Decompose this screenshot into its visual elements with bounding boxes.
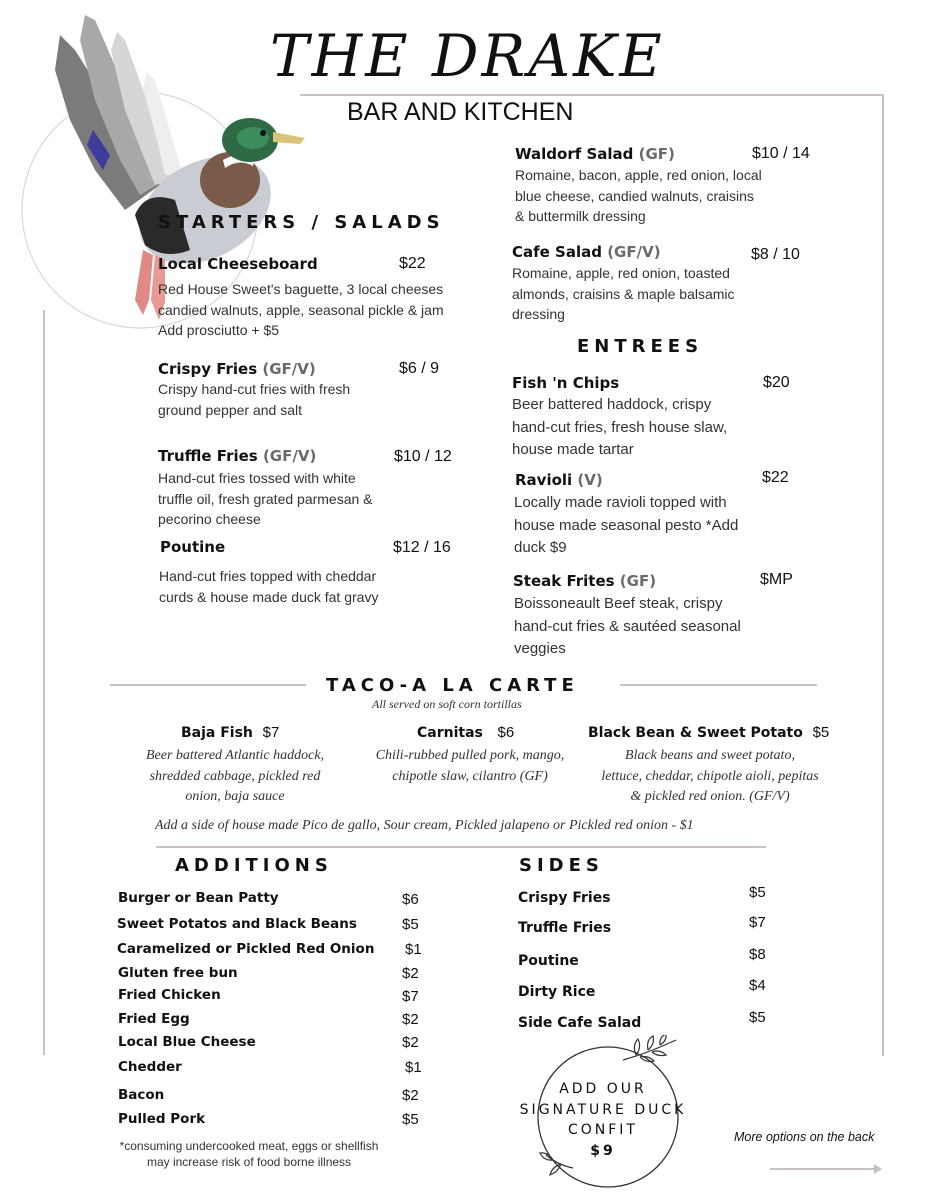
additions-heading: ADDITIONS bbox=[175, 855, 333, 876]
side-item-name: Crispy Fries bbox=[518, 890, 611, 906]
addition-item-price: $1 bbox=[405, 1059, 422, 1076]
side-item-price: $8 bbox=[749, 946, 766, 963]
taco-item-name: Carnitas $6 bbox=[417, 724, 515, 741]
menu-item-price: $22 bbox=[762, 469, 789, 486]
menu-item-price: $22 bbox=[399, 255, 426, 272]
addition-item-price: $2 bbox=[402, 965, 419, 982]
addition-item-price: $5 bbox=[402, 916, 419, 933]
menu-item-name: Fish 'n Chips bbox=[512, 374, 620, 392]
taco-subheading: All served on soft corn tortillas bbox=[372, 697, 522, 711]
addition-item-price: $5 bbox=[402, 1111, 419, 1128]
taco-item-description: Beer battered Atlantic haddock, shredded cabbage, pickled red onion, baja sauce bbox=[145, 748, 325, 804]
frame-right-line bbox=[882, 94, 884, 1056]
taco-divider-left bbox=[110, 684, 306, 686]
side-item-price: $4 bbox=[749, 977, 766, 994]
menu-item-name: Truffle Fries (GF/V) bbox=[158, 447, 317, 465]
starters-heading: STARTERS / SALADS bbox=[158, 212, 445, 233]
addition-item-price: $7 bbox=[402, 988, 419, 1005]
menu-item-name: Cafe Salad (GF/V) bbox=[512, 243, 661, 261]
arrow-right-icon[interactable] bbox=[770, 1162, 882, 1176]
menu-item-price: $10 / 14 bbox=[752, 145, 810, 162]
menu-item-description: Romaine, apple, red onion, toasted almonds, craisins & maple balsamic dressing bbox=[512, 265, 735, 322]
taco-side-note: Add a side of house made Pico de gallo, Sour cream, Pickled jalapeno or Pickled red onion - $1 bbox=[155, 818, 694, 833]
taco-divider-right bbox=[620, 684, 817, 686]
confit-badge-text: ADD OUR SIGNATURE DUCK CONFIT $9 bbox=[519, 1081, 687, 1159]
addition-item-name: Gluten free bun bbox=[118, 965, 238, 981]
taco-item-description: Black beans and sweet potato, lettuce, cheddar, chipotle aioli, pepitas & pickled red onion. (GF/V) bbox=[601, 748, 819, 804]
disclaimer: *consuming undercooked meat, eggs or shellfish may increase risk of food borne illness bbox=[119, 1139, 379, 1169]
addition-item-price: $2 bbox=[402, 1034, 419, 1051]
menu-item-description: Beer battered haddock, crispy hand-cut fries, fresh house slaw, house made tartar bbox=[512, 396, 728, 458]
taco-item-name: Black Bean & Sweet Potato $5 bbox=[588, 724, 830, 741]
menu-item-description: Romaine, bacon, apple, red onion, local blue cheese, candied walnuts, craisins & buttermilk dressing bbox=[515, 167, 762, 224]
menu-item-description: Crispy hand-cut fries with fresh ground pepper and salt bbox=[158, 381, 351, 418]
side-item-name: Dirty Rice bbox=[518, 984, 596, 1000]
addition-item-price: $2 bbox=[402, 1087, 419, 1104]
addition-item-name: Caramelized or Pickled Red Onion bbox=[117, 941, 375, 957]
menu-item-name: Local Cheeseboard bbox=[158, 255, 318, 273]
addition-item-price: $2 bbox=[402, 1011, 419, 1028]
side-item-price: $7 bbox=[749, 914, 766, 931]
addition-item-name: Sweet Potatos and Black Beans bbox=[117, 916, 357, 932]
menu-item-price: $10 / 12 bbox=[394, 448, 452, 465]
side-item-name: Poutine bbox=[518, 953, 579, 969]
entrees-heading: ENTREES bbox=[577, 336, 704, 357]
addition-item-name: Local Blue Cheese bbox=[118, 1034, 256, 1050]
menu-item-price: $8 / 10 bbox=[751, 246, 800, 263]
menu-item-description: Hand-cut fries tossed with white truffle oil, fresh grated parmesan & pecorino cheese bbox=[158, 470, 373, 527]
sides-heading: SIDES bbox=[519, 855, 604, 876]
menu-item-price: $20 bbox=[763, 374, 790, 391]
addition-item-name: Fried Egg bbox=[118, 1011, 190, 1027]
frame-top-line bbox=[300, 94, 884, 96]
menu-item-name: Poutine bbox=[160, 538, 226, 556]
addition-item-name: Fried Chicken bbox=[118, 987, 221, 1003]
menu-item-price: $12 / 16 bbox=[393, 539, 451, 556]
taco-bottom-divider bbox=[156, 846, 766, 848]
side-item-name: Truffle Fries bbox=[518, 920, 612, 936]
restaurant-title: THE DRAKE bbox=[270, 22, 665, 90]
menu-item-name: Ravioli (V) bbox=[515, 471, 603, 489]
side-item-price: $5 bbox=[749, 1009, 766, 1026]
taco-item-description: Chili-rubbed pulled pork, mango, chipotle slaw, cilantro (GF) bbox=[375, 748, 565, 784]
addition-item-price: $6 bbox=[402, 891, 419, 908]
side-item-name: Side Cafe Salad bbox=[518, 1015, 642, 1031]
taco-item-name: Baja Fish $7 bbox=[181, 724, 280, 741]
addition-item-name: Burger or Bean Patty bbox=[118, 890, 279, 906]
menu-item-description: Boissoneault Beef steak, crispy hand-cut fries & sautéed seasonal veggies bbox=[514, 595, 741, 657]
menu-item-name: Crispy Fries (GF/V) bbox=[158, 360, 316, 378]
menu-item-description: Locally made ravioli topped with house made seasonal pesto *Add duck $9 bbox=[514, 494, 739, 556]
menu-item-price: $6 / 9 bbox=[399, 360, 440, 377]
addition-item-price: $1 bbox=[405, 941, 422, 958]
taco-heading: TACO-A LA CARTE bbox=[326, 675, 579, 696]
side-item-price: $5 bbox=[749, 884, 766, 901]
restaurant-subtitle: BAR AND KITCHEN bbox=[347, 98, 574, 126]
menu-item-name: Waldorf Salad (GF) bbox=[515, 145, 675, 163]
addition-item-name: Pulled Pork bbox=[118, 1111, 206, 1127]
menu-item-name: Steak Frites (GF) bbox=[513, 572, 657, 590]
more-options-link[interactable]: More options on the back bbox=[734, 1130, 875, 1144]
menu-item-price: $MP bbox=[760, 571, 793, 588]
addition-item-name: Chedder bbox=[118, 1059, 182, 1075]
addition-item-name: Bacon bbox=[118, 1087, 165, 1103]
frame-left-line bbox=[43, 310, 45, 1055]
menu-item-description: Hand-cut fries topped with cheddar curds & house made duck fat gravy bbox=[159, 568, 379, 605]
menu-item-description: Red House Sweet's baguette, 3 local cheeses candied walnuts, apple, seasonal pickle & jam Add prosciutto + $5 bbox=[158, 281, 444, 338]
